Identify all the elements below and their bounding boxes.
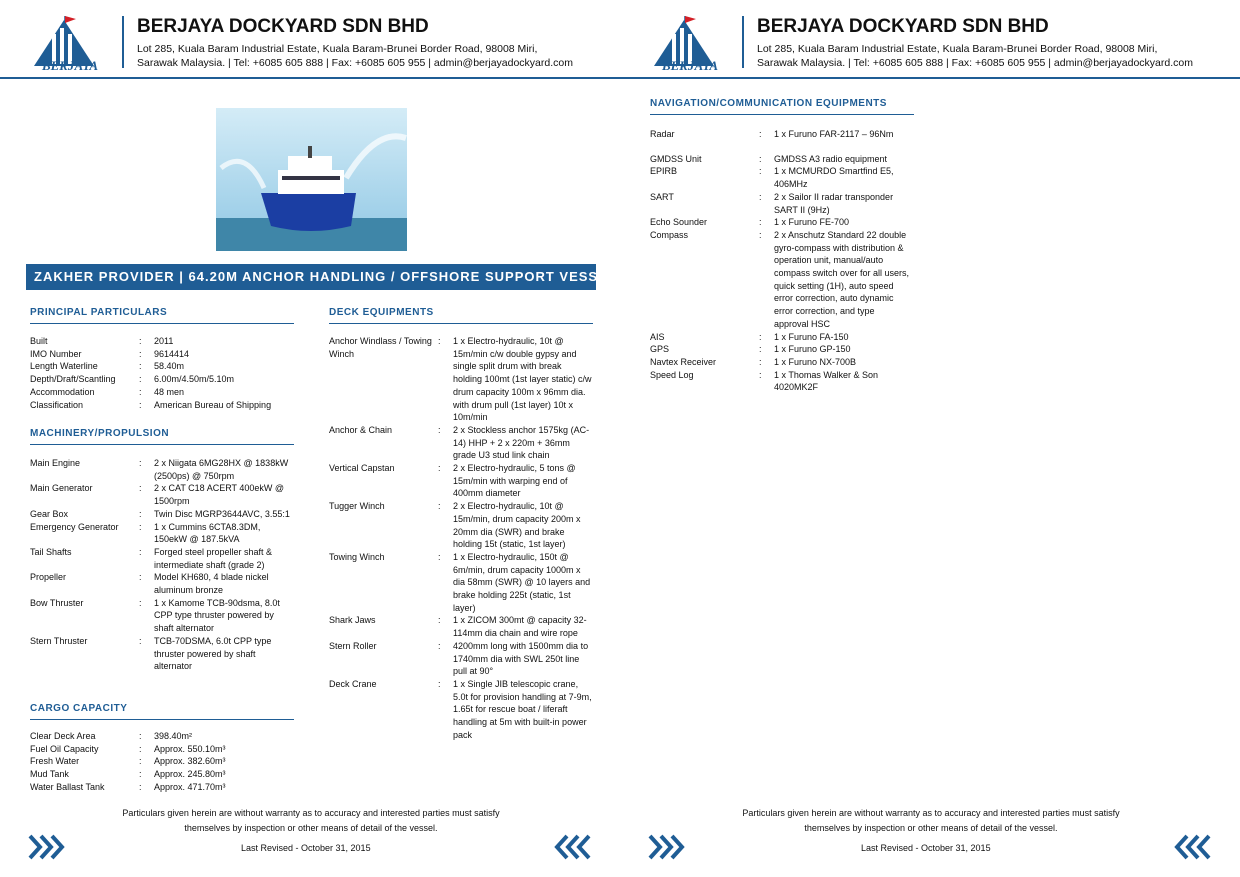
row-label: EPIRB (650, 166, 678, 177)
navigation-row (650, 216, 910, 229)
row-label: Accommodation (30, 386, 95, 397)
row-label: IMO Number (30, 348, 82, 359)
last-revised: Last Revised - October 31, 2015 (241, 843, 371, 853)
chevron-left-icon (553, 833, 593, 861)
row-colon: : (139, 572, 142, 583)
row-value: 1 x Furuno FA-150 (774, 331, 849, 342)
machinery-row (30, 457, 294, 482)
cargo-capacity-heading: CARGO CAPACITY (30, 703, 294, 720)
principal-row (30, 399, 294, 412)
page-right (620, 0, 1240, 877)
row-value: 1 x Furuno NX-700B (774, 356, 857, 367)
row-value: GMDSS A3 radio equipment (774, 153, 888, 164)
deck-row (329, 551, 593, 615)
row-value: Forged steel propeller shaft & intermediate shaft (grade 2) (154, 546, 273, 570)
header-divider (122, 16, 124, 68)
row-value: TCB-70DSMA, 6.0t CPP type thruster powered by shaft alternator (154, 635, 272, 672)
row-label: SART (650, 191, 674, 202)
navigation-row (650, 343, 910, 356)
row-colon: : (759, 369, 762, 380)
company-address (757, 42, 1193, 70)
row-colon: : (438, 615, 441, 626)
row-colon: : (139, 597, 142, 608)
deck-row (329, 678, 593, 742)
navigation-row (650, 369, 910, 394)
row-label: Radar (650, 129, 675, 139)
navigation-row (650, 153, 910, 166)
row-label: Shark Jaws (329, 615, 376, 626)
machinery-row (30, 508, 294, 521)
disclaimer-line-2: themselves by inspection or other means of detail of the vessel. (804, 822, 1058, 833)
row-colon: : (438, 501, 441, 512)
deck-equipments-heading: DECK EQUIPMENTS (329, 307, 593, 324)
row-label: Fresh Water (30, 756, 80, 767)
navigation-row (650, 356, 910, 369)
row-value: 2 x Stockless anchor 1575kg (AC-14) HHP + 2 x 220m + 36mm grade U3 stud link chain (453, 424, 590, 461)
row-colon: : (139, 399, 142, 410)
row-label: AIS (650, 331, 665, 342)
company-address (137, 42, 573, 70)
header-rule (0, 77, 620, 79)
deck-row (329, 335, 593, 424)
cargo-row (30, 743, 294, 756)
principal-row (30, 348, 294, 361)
principal-row (30, 360, 294, 373)
row-value: 9614414 (154, 348, 190, 359)
row-label: Length Waterline (30, 361, 98, 372)
row-value: 1 x Electro-hydraulic, 150t @ 6m/min, drum capacity 1000m x dia 58mm (SWR) @ 10 layers and brake holding 225t (static, 1st layer) (453, 551, 591, 613)
address-line-1: Lot 285, Kuala Baram Industrial Estate, Kuala Baram-Brunei Border Road, 98008 Miri, (757, 43, 1158, 55)
row-value: 1 x Furuno GP-150 (774, 344, 851, 355)
row-value: 48 men (154, 386, 185, 397)
row-value: 6.00m/4.50m/5.10m (154, 374, 235, 385)
deck-row (329, 640, 593, 678)
row-value: 1 x Furuno FAR-2117 – 96Nm (774, 129, 894, 139)
row-value: 1 x Electro-hydraulic, 10t @ 15m/min c/w double gypsy and single split drum with break holding 100mt (1st layer static) c/w drum capacity 100m x 96mm dia. with drum pull (1st layer) 10t x 10m/min (453, 336, 592, 423)
row-colon: : (139, 374, 142, 385)
row-colon: : (759, 229, 762, 240)
company-logo (30, 14, 110, 72)
chevron-right-icon (646, 833, 686, 861)
row-value: American Bureau of Shipping (154, 399, 272, 410)
row-colon: : (139, 743, 142, 754)
row-colon: : (139, 781, 142, 792)
row-label: Depth/Draft/Scantling (30, 374, 116, 385)
cargo-row (30, 730, 294, 743)
row-value: Approx. 245.80m³ (154, 769, 226, 780)
company-name: BERJAYA DOCKYARD SDN BHD (137, 16, 429, 37)
deck-row (329, 500, 593, 551)
row-value: 1 x ZICOM 300mt @ capacity 32-114mm dia chain and wire rope (453, 615, 587, 639)
navigation-row (650, 229, 910, 331)
cargo-capacity-list (30, 730, 294, 794)
row-label: Echo Sounder (650, 217, 708, 228)
row-value: 2 x Sailor II radar transponder SART II (9Hz) (774, 191, 894, 215)
row-label: Anchor Windlass / Towing Winch (329, 336, 432, 359)
row-label: Tail Shafts (30, 546, 72, 557)
vessel-photo (216, 108, 407, 251)
row-label: Bow Thruster (30, 597, 84, 608)
row-label: Navtex Receiver (650, 356, 717, 367)
disclaimer (730, 806, 1132, 835)
row-label: Clear Deck Area (30, 731, 96, 741)
row-label: GPS (650, 344, 670, 355)
navigation-list (650, 128, 910, 394)
principal-row (30, 335, 294, 348)
row-colon: : (139, 769, 142, 780)
deck-row (329, 614, 593, 639)
row-colon: : (759, 191, 762, 202)
address-line-1: Lot 285, Kuala Baram Industrial Estate, Kuala Baram-Brunei Border Road, 98008 Miri, (137, 43, 538, 55)
row-value: Approx. 382.60m³ (154, 756, 226, 767)
row-colon: : (139, 348, 142, 359)
principal-particulars-list (30, 335, 294, 411)
row-colon: : (759, 344, 762, 355)
chevron-right-icon (26, 833, 66, 861)
machinery-row (30, 482, 294, 507)
header-rule (620, 77, 1240, 79)
row-label: Built (30, 336, 48, 346)
row-value: 1 x Single JIB telescopic crane, 5.0t for provision handling at 7-9m, 1.65t for rescue boat / liferaft handling at 5m with built-in power pack (453, 678, 592, 740)
row-value: Twin Disc MGRP3644AVC, 3.55:1 (154, 508, 290, 519)
deck-row (329, 424, 593, 462)
row-value: 2 x Electro-hydraulic, 10t @ 15m/min, drum capacity 200m x 20mm dia (SWR) and brake holding 15t (static, 1st layer) (453, 501, 581, 550)
row-value: 4200mm long with 1500mm dia to 1740mm dia with SWL 250t line pull at 90° (453, 640, 589, 677)
row-colon: : (139, 458, 142, 468)
cargo-row (30, 755, 294, 768)
cargo-row (30, 781, 294, 794)
row-label: Propeller (30, 572, 67, 583)
disclaimer-line-2: themselves by inspection or other means of detail of the vessel. (184, 822, 438, 833)
row-colon: : (139, 731, 142, 741)
row-colon: : (139, 521, 142, 532)
disclaimer-line-1: Particulars given herein are without warranty as to accuracy and interested parties must satisfy (742, 808, 1120, 818)
row-label: Deck Crane (329, 678, 377, 689)
row-colon: : (139, 756, 142, 767)
machinery-row (30, 597, 294, 635)
row-colon: : (438, 551, 441, 562)
machinery-row (30, 635, 294, 673)
deck-row (329, 462, 593, 500)
chevron-left-icon (1173, 833, 1213, 861)
row-value: 1 x Thomas Walker & Son 4020MK2F (774, 369, 879, 393)
row-colon: : (759, 331, 762, 342)
row-value: 398.40m² (154, 731, 193, 741)
row-value: 2011 (154, 336, 174, 346)
machinery-row (30, 571, 294, 596)
row-colon: : (438, 678, 441, 689)
navigation-row (650, 191, 910, 216)
disclaimer-line-1: Particulars given herein are without warranty as to accuracy and interested parties must satisfy (122, 808, 500, 818)
company-logo (650, 14, 730, 72)
row-label: Stern Thruster (30, 635, 88, 646)
row-label: Fuel Oil Capacity (30, 743, 99, 754)
row-colon: : (139, 361, 142, 372)
row-value: Approx. 471.70m³ (154, 781, 226, 792)
row-colon: : (438, 336, 441, 346)
navigation-row (650, 165, 910, 190)
row-value: 2 x CAT C18 ACERT 400ekW @ 1500rpm (154, 483, 285, 507)
row-label: Emergency Generator (30, 521, 119, 532)
row-colon: : (759, 129, 762, 139)
row-value: Model KH680, 4 blade nickel aluminum bronze (154, 572, 269, 596)
principal-particulars-heading: PRINCIPAL PARTICULARS (30, 307, 294, 324)
row-colon: : (139, 336, 142, 346)
machinery-row (30, 521, 294, 546)
row-value: 2 x Niigata 6MG28HX @ 1838kW (2500ps) @ 750rpm (154, 458, 289, 481)
row-label: Gear Box (30, 508, 69, 519)
logo-text: BERJAYA (41, 58, 99, 72)
navigation-row (650, 128, 910, 141)
row-label: Towing Winch (329, 551, 385, 562)
row-label: Water Ballast Tank (30, 781, 105, 792)
row-label: Anchor & Chain (329, 424, 393, 435)
row-label: GMDSS Unit (650, 153, 702, 164)
row-label: Tugger Winch (329, 501, 385, 512)
row-label: Compass (650, 229, 689, 240)
row-colon: : (139, 546, 142, 557)
row-colon: : (139, 508, 142, 519)
row-value: 1 x MCMURDO Smartfind E5, 406MHz (774, 166, 894, 190)
row-value: 1 x Furuno FE-700 (774, 217, 850, 228)
row-colon: : (139, 483, 142, 494)
navigation-heading: NAVIGATION/COMMUNICATION EQUIPMENTS (650, 98, 914, 115)
row-value: 1 x Cummins 6CTA8.3DM, 150ekW @ 187.5kVA (154, 521, 261, 545)
row-value: 2 x Electro-hydraulic, 5 tons @ 15m/min with warping end of 400mm diameter (453, 463, 576, 499)
row-colon: : (139, 386, 142, 397)
row-value: 1 x Kamome TCB-90dsma, 8.0t CPP type thruster powered by shaft alternator (154, 597, 280, 634)
principal-row (30, 386, 294, 399)
row-colon: : (759, 153, 762, 164)
address-line-2: Sarawak Malaysia. | Tel: +6085 605 888 | Fax: +6085 605 955 | admin@berjayadockyard.com (757, 57, 1193, 69)
cargo-row (30, 768, 294, 781)
machinery-list (30, 457, 294, 673)
row-label: Classification (30, 399, 84, 410)
row-label: Speed Log (650, 369, 694, 380)
last-revised: Last Revised - October 31, 2015 (861, 843, 991, 853)
row-colon: : (759, 166, 762, 177)
row-label: Stern Roller (329, 640, 377, 651)
row-value: 58.40m (154, 361, 185, 372)
row-label: Vertical Capstan (329, 463, 395, 474)
machinery-heading: MACHINERY/PROPULSION (30, 428, 294, 445)
row-colon: : (438, 640, 441, 651)
disclaimer (110, 806, 512, 835)
row-colon: : (139, 635, 142, 646)
logo-text: BERJAYA (661, 58, 719, 72)
deck-equipments-list (329, 335, 593, 742)
row-label: Mud Tank (30, 769, 69, 780)
machinery-row (30, 546, 294, 571)
row-label: Main Generator (30, 483, 93, 494)
row-colon: : (438, 463, 441, 474)
principal-row (30, 373, 294, 386)
row-label: Main Engine (30, 458, 81, 468)
row-colon: : (759, 217, 762, 228)
row-colon: : (438, 424, 441, 435)
row-colon: : (759, 356, 762, 367)
company-name: BERJAYA DOCKYARD SDN BHD (757, 16, 1049, 37)
vessel-banner: ZAKHER PROVIDER | 64.20M ANCHOR HANDLING / OFFSHORE SUPPORT VESSEL (26, 264, 596, 290)
navigation-row (650, 331, 910, 344)
address-line-2: Sarawak Malaysia. | Tel: +6085 605 888 | Fax: +6085 605 955 | admin@berjayadockyard.com (137, 57, 573, 69)
header-divider (742, 16, 744, 68)
row-value: 2 x Anschutz Standard 22 double gyro-compass with distribution & operation unit, manual/auto compass switch over for all users, quick setting (1H), auto speed error correction, auto dynamic error correction, and type approval HSC (774, 229, 910, 329)
row-value: Approx. 550.10m³ (154, 743, 226, 754)
